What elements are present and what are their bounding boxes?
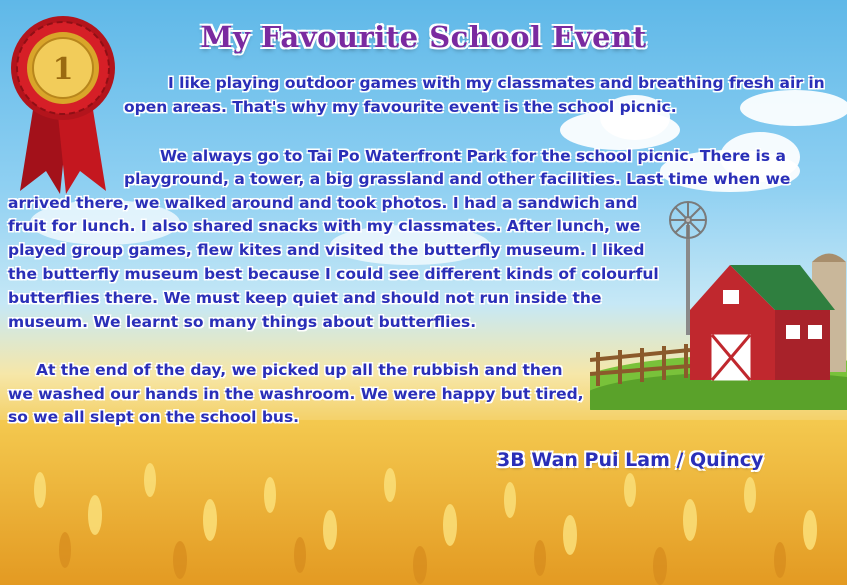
paragraph-1-line: I like playing outdoor games with my classmates and breathing fresh air in [168, 74, 825, 92]
medal-rank: 1 [52, 52, 74, 87]
paragraph-1-line: open areas. That's why my favourite event is the school picnic. [124, 98, 677, 116]
author-signature: 3B Wan Pui Lam / Quincy [497, 449, 764, 471]
paragraph-2-line: fruit for lunch. I also shared snacks with my classmates. After lunch, we [8, 217, 641, 235]
paragraph-2-line: playground, a tower, a big grassland and other facilities. Last time when we [124, 170, 791, 188]
paragraph-2-line: arrived there, we walked around and took photos. I had a sandwich and [8, 194, 638, 212]
paragraph-3-line: we washed our hands in the washroom. We were happy but tired, [8, 385, 584, 403]
paragraph-2-line: played group games, flew kites and visited the butterfly museum. I liked [8, 241, 645, 259]
paragraph-2-line: the butterfly museum best because I could see different kinds of colourful [8, 265, 659, 283]
paragraph-2-line: butterflies there. We must keep quiet and should not run inside the [8, 289, 602, 307]
paragraph-2-line: We always go to Tai Po Waterfront Park for the school picnic. There is a [160, 147, 786, 165]
page-title: My Favourite School Event [200, 20, 647, 54]
paragraph-3-line: so we all slept on the school bus. [8, 408, 300, 426]
paragraph-3-line: At the end of the day, we picked up all the rubbish and then [36, 361, 563, 379]
paragraph-2-line: museum. We learnt so many things about butterflies. [8, 313, 477, 331]
